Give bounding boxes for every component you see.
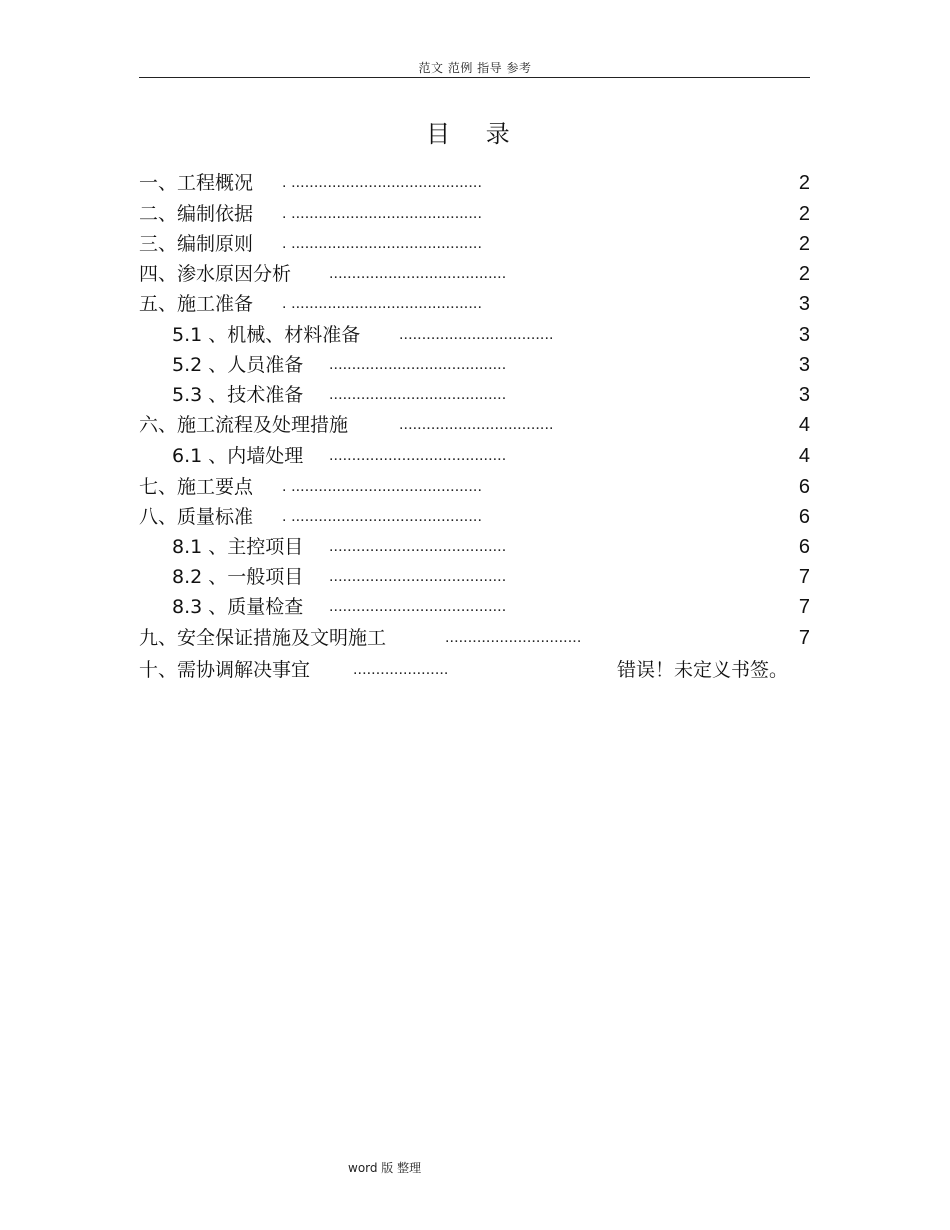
toc-entry-label: 一、工程概况 <box>139 172 254 194</box>
toc-entry[interactable] <box>139 441 810 471</box>
toc-entry-leader: . .......................................... <box>282 295 482 312</box>
toc-entry-leader: ....................................... <box>329 538 507 555</box>
toc-entry-label: 5.3 、技术准备 <box>172 384 304 406</box>
toc-entry-leader: .............................. <box>445 629 582 646</box>
page-header: 范文 范例 指导 参考 <box>418 61 532 75</box>
toc-entry[interactable] <box>139 320 810 350</box>
toc-entry[interactable] <box>139 168 810 198</box>
toc-entry-leader: . .......................................... <box>282 205 482 222</box>
toc-entry[interactable] <box>139 410 810 440</box>
toc-entry[interactable] <box>139 532 810 562</box>
page-footer: word 版 整理 <box>348 1161 422 1175</box>
toc-entry-page: 3 <box>798 293 810 315</box>
toc-entry-label: 五、施工准备 <box>139 293 254 315</box>
toc-entry[interactable] <box>139 592 810 622</box>
toc-entry-leader: . .......................................... <box>282 235 482 252</box>
toc-entry-leader: ....................................... <box>329 356 507 373</box>
toc-entry[interactable] <box>139 289 810 319</box>
toc-entry-leader: . .......................................... <box>282 508 482 525</box>
toc-entry-page: 3 <box>798 384 810 406</box>
toc-entry[interactable] <box>139 350 810 380</box>
toc-entry-label: 八、质量标准 <box>139 506 254 528</box>
toc-entry-page: 6 <box>798 506 810 528</box>
toc-entry-leader: ..................... <box>353 661 449 678</box>
toc-entry-label: 二、编制依据 <box>139 203 254 225</box>
toc-entry-leader: ....................................... <box>329 598 507 615</box>
toc-entry[interactable] <box>139 229 810 259</box>
toc-entry-label: 三、编制原则 <box>139 233 254 255</box>
toc-entry-label: 5.1 、机械、材料准备 <box>172 324 361 346</box>
toc-entry[interactable] <box>139 623 810 653</box>
toc-entry-page: 6 <box>798 476 810 498</box>
toc-entry[interactable] <box>139 562 810 592</box>
toc-entry-page: 2 <box>798 263 810 285</box>
toc-entry-page: 6 <box>798 536 810 558</box>
toc-entry-page: 7 <box>798 596 810 618</box>
toc-entry[interactable] <box>139 380 810 410</box>
toc-entry-page: 7 <box>798 627 810 649</box>
toc-entry-leader: ....................................... <box>329 386 507 403</box>
toc-entry-leader: ....................................... <box>329 447 507 464</box>
toc-entry-label: 六、施工流程及处理措施 <box>139 414 349 436</box>
toc-entry-label: 5.2 、人员准备 <box>172 354 304 376</box>
toc-entry-leader: .................................. <box>399 416 554 433</box>
toc-entry-label: 九、安全保证措施及文明施工 <box>139 627 387 649</box>
toc-entry-page: 3 <box>798 324 810 346</box>
toc-entry[interactable] <box>139 502 810 532</box>
toc-entry-page: 3 <box>798 354 810 376</box>
toc-entry-page-error: 错误！未定义书签。 <box>616 659 788 681</box>
toc-title: 目 录 <box>426 120 524 148</box>
toc-entry-label: 十、需协调解决事宜 <box>139 659 311 681</box>
toc-entry-label: 8.3 、质量检查 <box>172 596 304 618</box>
toc-entry-page: 4 <box>798 445 810 467</box>
toc-entry-label: 8.2 、一般项目 <box>172 566 304 588</box>
toc-entry-label: 四、渗水原因分析 <box>139 263 292 285</box>
header-divider <box>139 77 810 78</box>
toc-entry-page: 2 <box>798 203 810 225</box>
toc-entry-page: 7 <box>798 566 810 588</box>
toc-entry[interactable] <box>139 655 810 685</box>
toc-entry-label: 8.1 、主控项目 <box>172 536 304 558</box>
toc-entry-leader: . .......................................... <box>282 174 482 191</box>
toc-entry[interactable] <box>139 472 810 502</box>
toc-entry-page: 2 <box>798 172 810 194</box>
toc-entry-page: 2 <box>798 233 810 255</box>
toc-entry-leader: .................................. <box>399 326 554 343</box>
toc-entry-leader: . .......................................... <box>282 478 482 495</box>
toc-entry[interactable] <box>139 199 810 229</box>
toc-entry[interactable] <box>139 259 810 289</box>
toc-entry-page: 4 <box>798 414 810 436</box>
toc-entry-leader: ....................................... <box>329 265 507 282</box>
toc-entry-leader: ....................................... <box>329 568 507 585</box>
toc-entry-label: 七、施工要点 <box>139 476 254 498</box>
toc-entry-label: 6.1 、内墙处理 <box>172 445 304 467</box>
